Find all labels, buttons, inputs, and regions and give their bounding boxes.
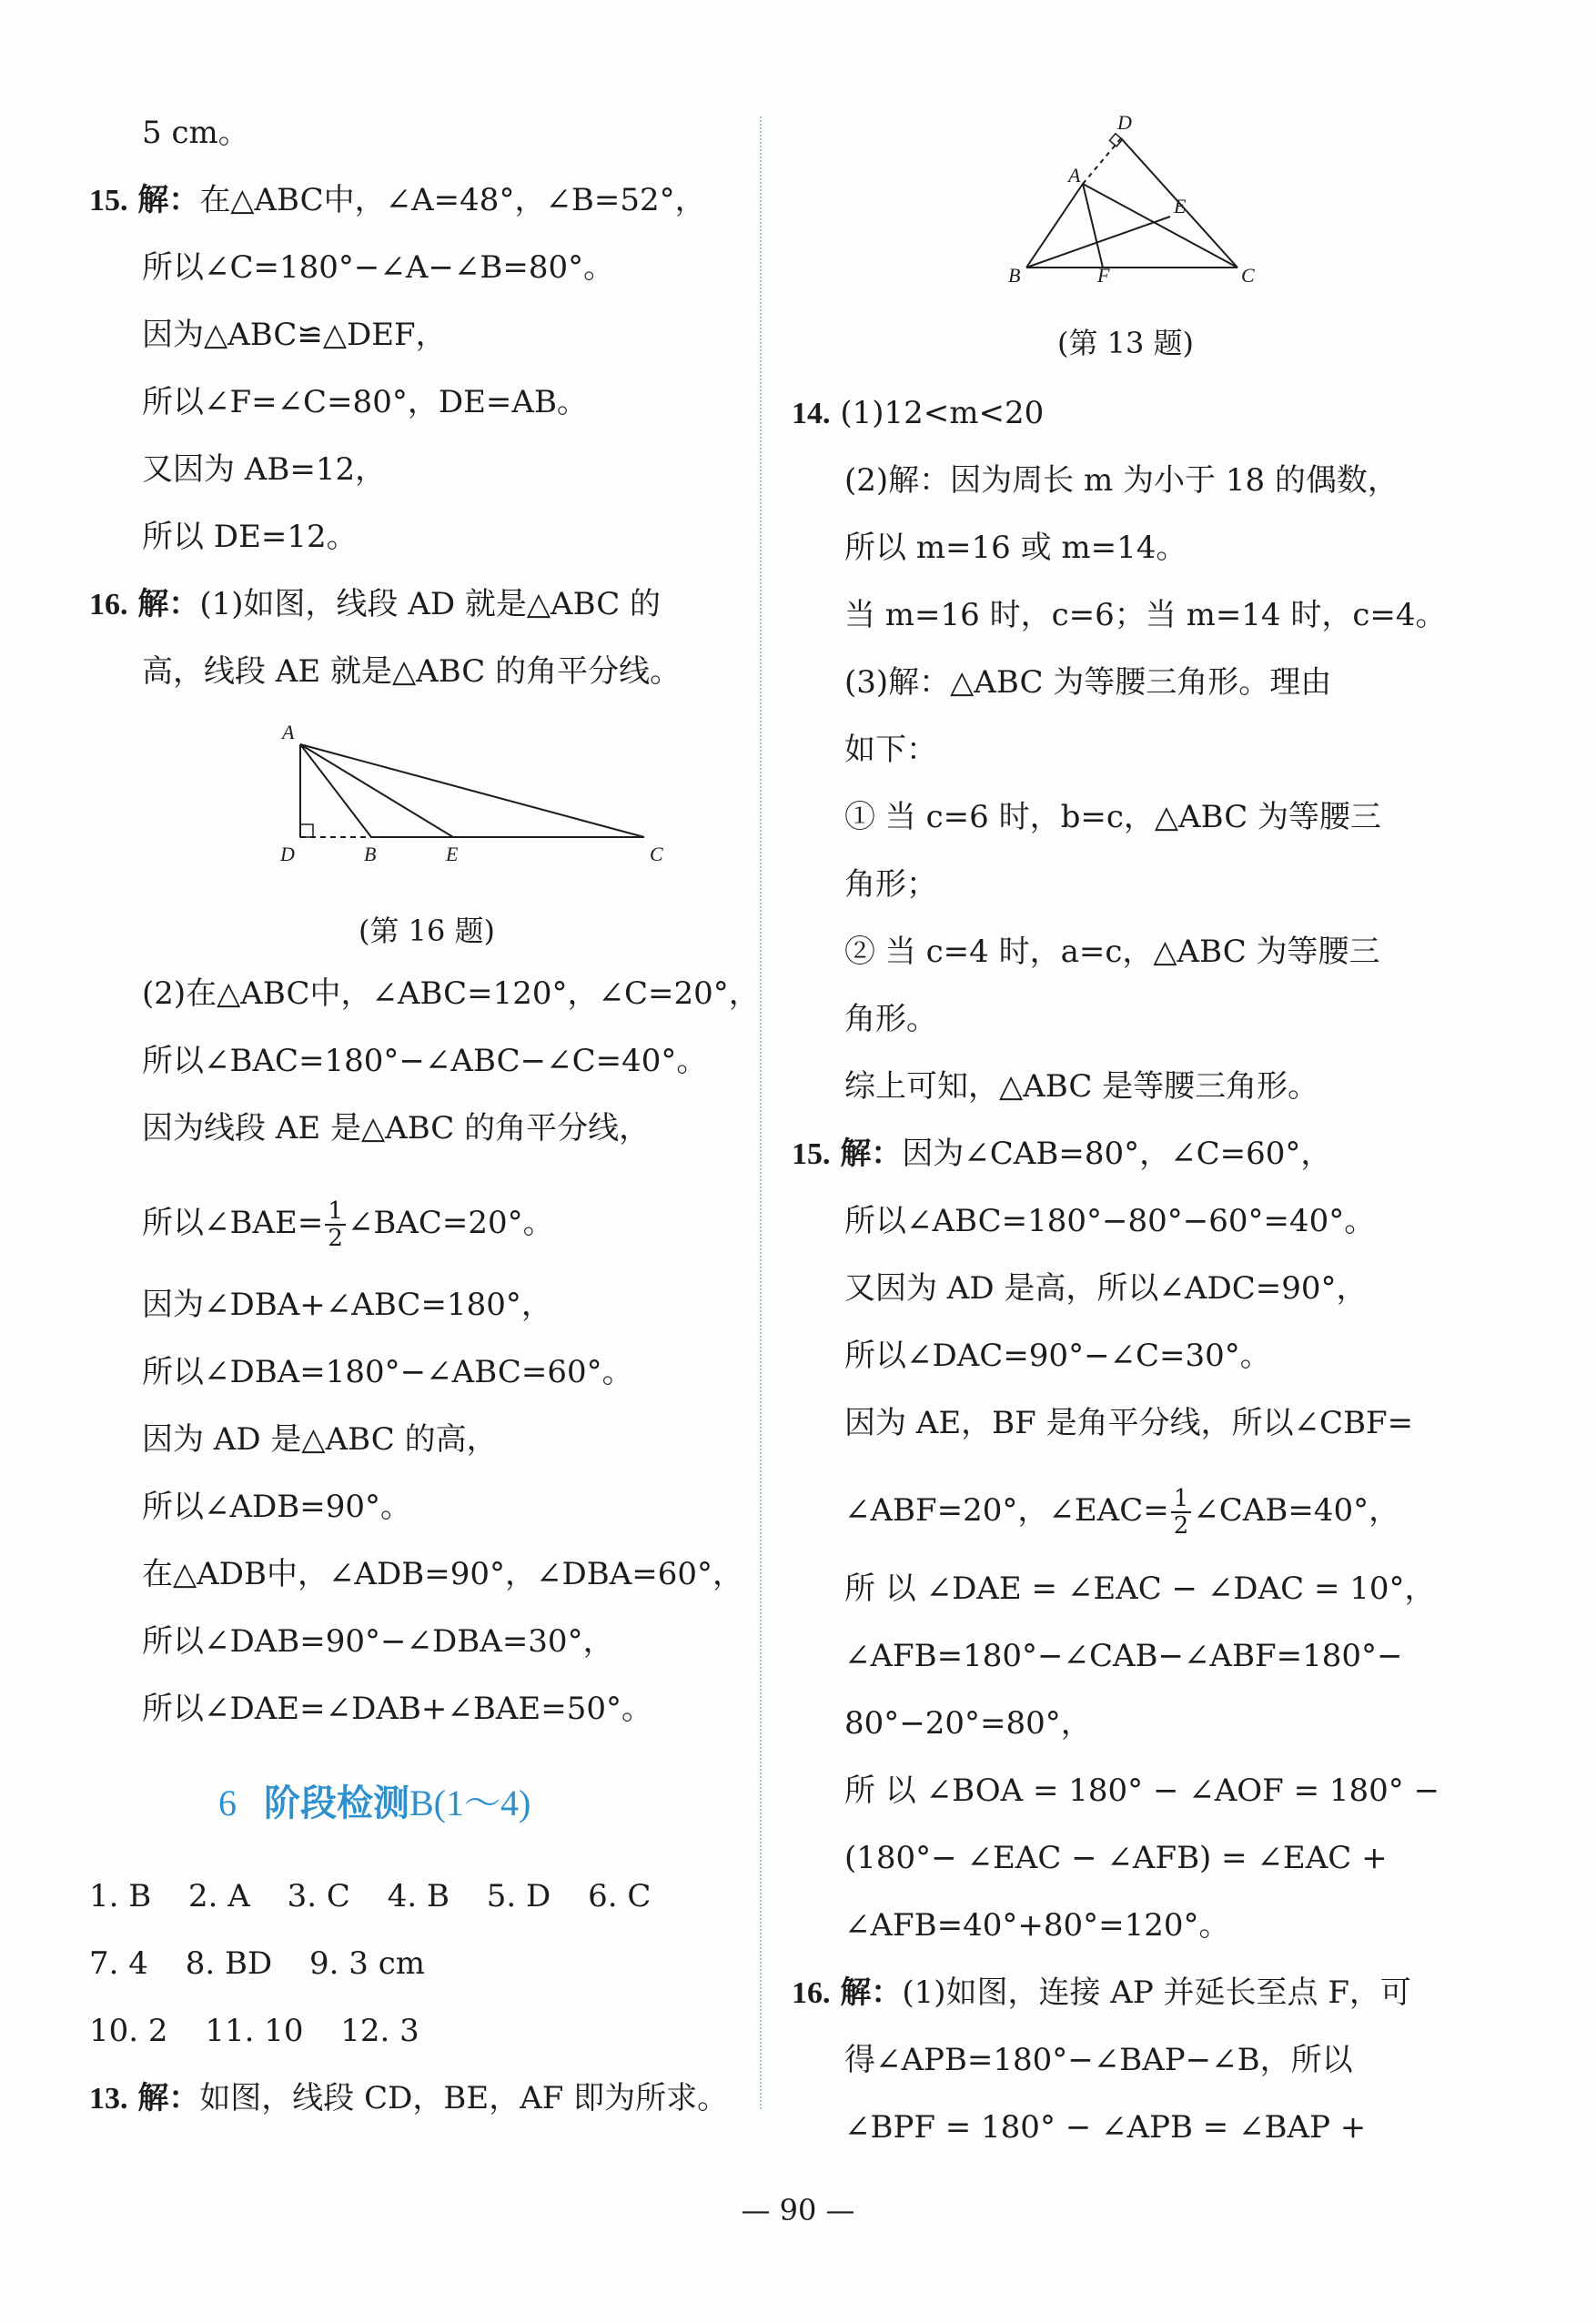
figure-label: F — [1097, 264, 1110, 287]
fraction-line — [844, 1481, 1399, 1540]
figure-caption: (第 13 题) — [1057, 326, 1195, 360]
answer-item: 12. 3 — [340, 2013, 419, 2049]
solution-keyword: 解： — [137, 2080, 200, 2116]
answer-item: 8. BD — [185, 1945, 273, 1982]
text-segment: ∠CAB=40°， — [1193, 1492, 1400, 1529]
problem-16-header — [89, 582, 661, 626]
answer-item: 9. 3 cm — [309, 1945, 425, 1982]
text-line: 角形。 — [844, 1001, 937, 1037]
text-line: 如下： — [844, 732, 937, 768]
text-line: 因为 AD 是△ABC 的高， — [142, 1421, 498, 1458]
numerator: 1 — [325, 1198, 346, 1226]
problem-16-header — [792, 1971, 1411, 2015]
problem-number: 16. — [89, 588, 128, 621]
answer-row — [89, 1874, 678, 1918]
problem-15-header — [89, 178, 706, 222]
answer-item: 2. A — [188, 1878, 250, 1914]
problem-15-header — [792, 1132, 1331, 1176]
column-divider — [760, 116, 762, 2109]
section-range: B(1～4) — [409, 1783, 531, 1823]
figure-label: B — [364, 843, 377, 865]
text-line: (1)12<m<20 — [840, 395, 1045, 431]
text-line: 当 m=16 时，c=6；当 m=14 时，c=4。 — [844, 597, 1447, 633]
text-line: 因为△ABC≌△DEF， — [142, 317, 447, 353]
text-line: ∠AFB=40°+80°=120°。 — [844, 1907, 1230, 1944]
text-line: (180°− ∠EAC − ∠AFB) = ∠EAC + — [844, 1840, 1388, 1876]
section-number: 6 — [218, 1783, 237, 1823]
problem-number: 15. — [792, 1137, 831, 1171]
solution-keyword: 解： — [137, 586, 200, 622]
text-line: 所以∠ABC=180°−80°−60°=40°。 — [844, 1203, 1376, 1239]
figure-label: C — [650, 843, 663, 865]
text-line: 因为∠DBA+∠ABC=180°， — [142, 1287, 552, 1323]
text-line: (2)在△ABC中，∠ABC=120°，∠C=20°， — [142, 975, 760, 1012]
text-line: 角形； — [844, 866, 937, 903]
figure-label: E — [1174, 195, 1187, 217]
answer-item: 3. C — [287, 1878, 350, 1914]
text-line: 得∠APB=180°−∠BAP−∠B，所以 — [844, 2042, 1353, 2078]
text-line: 在△ADB中，∠ADB=90°，∠DBA=60°， — [142, 1556, 744, 1592]
answer-item: 4. B — [387, 1878, 450, 1914]
text-line: 所以∠DBA=180°−∠ABC=60°。 — [142, 1354, 633, 1390]
text-line: 所以∠ADB=90°。 — [142, 1489, 412, 1525]
text-line: 所以∠DAE=∠DAB+∠BAE=50°。 — [142, 1691, 652, 1727]
answer-item: 11. 10 — [205, 2013, 304, 2049]
figure-label: D — [1117, 111, 1132, 134]
text-line: 所 以 ∠BOA = 180° − ∠AOF = 180° − — [844, 1773, 1440, 1809]
text-line: 又因为 AB=12， — [142, 451, 387, 488]
text-line: (2)解：因为周长 m 为小于 18 的偶数， — [844, 462, 1399, 499]
section-title: 阶段检测 — [264, 1783, 409, 1824]
figure-label: B — [1008, 264, 1021, 287]
solution-keyword: 解： — [840, 1136, 903, 1172]
problem-number: 15. — [89, 184, 128, 217]
figure-label: A — [1068, 164, 1081, 187]
text-segment: 所以∠BAE= — [142, 1205, 324, 1241]
fraction-line — [142, 1194, 554, 1252]
solution-keyword: 解： — [840, 1975, 903, 2011]
text-line: 在△ABC中，∠A=48°，∠B=52°， — [199, 182, 706, 218]
text-line: 又因为 AD 是高，所以∠ADC=90°， — [844, 1270, 1368, 1307]
problem-number: 16. — [792, 1976, 831, 2010]
answer-item: 1. B — [89, 1878, 152, 1914]
figure-16 — [271, 719, 690, 874]
text-line: 因为 AE，BF 是角平分线，所以∠CBF= — [844, 1405, 1414, 1441]
denominator: 2 — [328, 1225, 343, 1252]
solution-keyword: 解： — [137, 182, 200, 218]
text-line: 综上可知，△ABC 是等腰三角形。 — [844, 1068, 1319, 1105]
text-line: 所以∠DAC=90°−∠C=30°。 — [844, 1338, 1271, 1374]
page-number: — 90 — — [741, 2193, 855, 2227]
answer-item: 6. C — [588, 1878, 652, 1914]
text-segment: ∠BAC=20°。 — [347, 1205, 554, 1241]
section-heading — [218, 1774, 530, 1826]
figure-13 — [992, 109, 1265, 291]
answer-item: 5. D — [486, 1878, 551, 1914]
text-line: ∠BPF = 180° − ∠APB = ∠BAP + — [844, 2109, 1367, 2146]
answer-row — [89, 2009, 447, 2053]
text-line: 如图，线段 CD，BE，AF 即为所求。 — [199, 2080, 729, 2116]
text-line: 所以 m=16 或 m=14。 — [844, 530, 1187, 566]
problem-14-header — [792, 391, 1044, 435]
text-line: 所以∠DAB=90°−∠DBA=30°， — [142, 1623, 614, 1660]
text-line: 因为线段 AE 是△ABC 的角平分线， — [142, 1110, 651, 1146]
fraction — [325, 1198, 346, 1251]
text-line: (3)解：△ABC 为等腰三角形。理由 — [844, 664, 1332, 701]
text-line: (1)如图，连接 AP 并延长至点 F，可 — [902, 1975, 1411, 2011]
figure-label: C — [1241, 264, 1255, 287]
text-segment: ∠ABF=20°，∠EAC= — [844, 1492, 1169, 1529]
problem-number: 13. — [89, 2082, 128, 2116]
figure-label: A — [282, 721, 295, 743]
text-line: ① 当 c=6 时，b=c，△ABC 为等腰三 — [844, 799, 1382, 835]
text-line: 5 cm。 — [142, 115, 249, 151]
figure-label: E — [446, 843, 459, 865]
text-line: 所 以 ∠DAE = ∠EAC − ∠DAC = 10°， — [844, 1571, 1436, 1607]
figure-caption: (第 16 题) — [359, 914, 496, 948]
fraction — [1171, 1486, 1192, 1539]
problem-13-line — [89, 2076, 728, 2120]
text-line: ② 当 c=4 时，a=c，△ABC 为等腰三 — [844, 934, 1380, 970]
answer-item: 10. 2 — [89, 2013, 168, 2049]
text-line: 80°−20°=80°， — [844, 1705, 1092, 1742]
text-line: 所以∠BAC=180°−∠ABC−∠C=40°。 — [142, 1043, 708, 1079]
problem-number: 14. — [792, 397, 831, 430]
answer-row — [89, 1942, 452, 1985]
text-line: ∠AFB=180°−∠CAB−∠ABF=180°− — [844, 1638, 1403, 1674]
figure-label: D — [280, 843, 295, 865]
numerator: 1 — [1171, 1486, 1192, 1513]
text-line: (1)如图，线段 AD 就是△ABC 的 — [199, 586, 662, 622]
text-line: 因为∠CAB=80°，∠C=60°， — [902, 1136, 1332, 1172]
denominator: 2 — [1173, 1512, 1189, 1540]
text-line: 所以∠F=∠C=80°，DE=AB。 — [142, 384, 588, 420]
text-line: 所以∠C=180°−∠A−∠B=80°。 — [142, 249, 615, 286]
text-line: 高，线段 AE 就是△ABC 的角平分线。 — [142, 653, 682, 690]
answer-item: 7. 4 — [89, 1945, 148, 1982]
text-line: 所以 DE=12。 — [142, 519, 358, 555]
